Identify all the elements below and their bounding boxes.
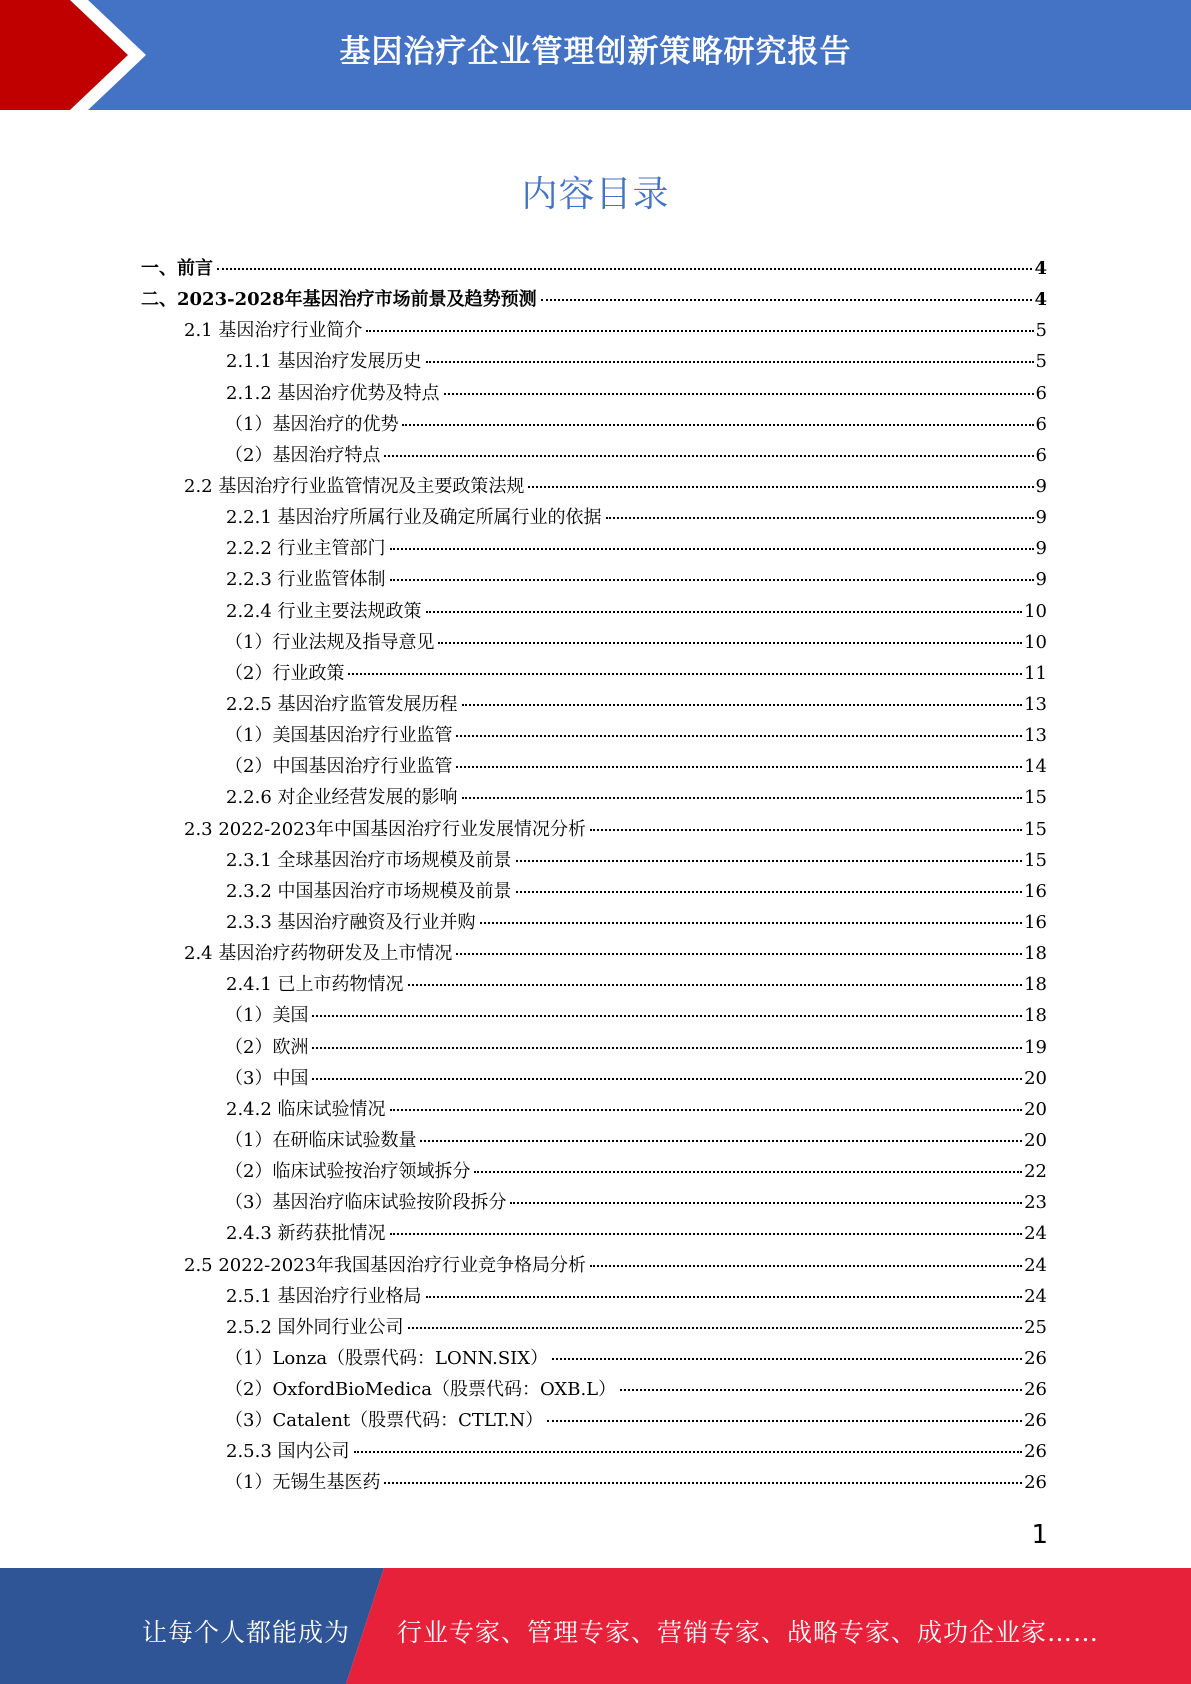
toc-entry-page: 19 — [1024, 1036, 1047, 1058]
toc-entry[interactable] — [141, 379, 1047, 410]
toc-entry-title: （3）基因治疗临床试验按阶段拆分 — [225, 1192, 507, 1214]
toc-dot-leader — [456, 766, 1022, 768]
toc-entry-title: 2.1.2 基因治疗优势及特点 — [226, 382, 440, 404]
toc-entry-title: （3）Catalent（股票代码：CTLT.N） — [225, 1410, 544, 1432]
toc-dot-leader — [312, 1015, 1022, 1017]
toc-entry-page: 6 — [1035, 382, 1047, 404]
toc-entry-page: 25 — [1024, 1316, 1047, 1338]
toc-dot-leader — [480, 922, 1023, 924]
toc-dot-leader — [590, 1265, 1022, 1267]
toc-dot-leader — [462, 704, 1023, 706]
toc-entry-title: （1）Lonza（股票代码：LONN.SIX） — [225, 1347, 549, 1369]
toc-entry-title: 2.2.5 基因治疗监管发展历程 — [226, 693, 458, 715]
toc-entry[interactable] — [141, 1251, 1047, 1282]
toc-entry-page: 6 — [1035, 444, 1047, 466]
toc-entry-title: 2.3 2022-2023年中国基因治疗行业发展情况分析 — [184, 818, 587, 840]
toc-entry-title: 2.4.3 新药获批情况 — [226, 1223, 386, 1245]
toc-dot-leader — [510, 1202, 1022, 1204]
toc-dot-leader — [420, 1140, 1022, 1142]
toc-entry-page: 10 — [1024, 631, 1047, 653]
footer-slogan-right: 行业专家、管理专家、营销专家、战略专家、成功企业家…… — [397, 1618, 1100, 1647]
toc-entry-page: 22 — [1024, 1161, 1047, 1183]
toc-dot-leader — [348, 673, 1022, 675]
toc-dot-leader — [516, 860, 1023, 862]
toc-entry[interactable] — [141, 908, 1047, 939]
toc-entry-title: （1）美国基因治疗行业监管 — [225, 725, 453, 747]
toc-entry-title: 二、2023-2028年基因治疗市场前景及趋势预测 — [141, 289, 537, 311]
toc-entry-page: 4 — [1034, 258, 1047, 279]
toc-entry-page: 20 — [1024, 1129, 1047, 1151]
toc-entry-page: 9 — [1035, 569, 1047, 591]
toc-entry-page: 9 — [1035, 538, 1047, 560]
toc-entry[interactable] — [141, 815, 1047, 846]
toc-entry-page: 4 — [1034, 289, 1047, 311]
toc-entry[interactable] — [141, 970, 1047, 1001]
toc-entry[interactable] — [141, 628, 1047, 659]
toc-entry-page: 10 — [1024, 600, 1047, 622]
toc-dot-leader — [552, 1358, 1022, 1360]
toc-dot-leader — [390, 548, 1034, 550]
toc-entry-page: 26 — [1024, 1347, 1047, 1369]
toc-dot-leader — [312, 1078, 1022, 1080]
toc-entry[interactable] — [141, 690, 1047, 721]
toc-entry-page: 15 — [1024, 787, 1047, 809]
toc-entry-page: 13 — [1024, 725, 1047, 747]
toc-entry-title: 2.4.2 临床试验情况 — [226, 1098, 386, 1120]
toc-dot-leader — [620, 1389, 1022, 1391]
toc-entry-page: 6 — [1035, 413, 1047, 435]
toc-entry-title: 一、前言 — [141, 258, 213, 279]
toc-dot-leader — [384, 455, 1033, 457]
toc-dot-leader — [402, 424, 1033, 426]
toc-entry-page: 15 — [1024, 849, 1047, 871]
toc-entry[interactable] — [141, 1219, 1047, 1250]
toc-entry[interactable] — [141, 441, 1047, 472]
toc-entry[interactable] — [141, 783, 1047, 814]
toc-entry-page: 23 — [1024, 1192, 1047, 1214]
toc-entry-page: 9 — [1035, 475, 1047, 497]
toc-entry[interactable] — [141, 1001, 1047, 1032]
toc-entry[interactable] — [141, 1437, 1047, 1468]
toc-entry-page: 18 — [1024, 1005, 1047, 1027]
toc-entry-page: 26 — [1024, 1379, 1047, 1401]
report-footer — [0, 1568, 1191, 1684]
toc-entry[interactable] — [141, 1468, 1047, 1499]
toc-entry-page: 26 — [1024, 1410, 1047, 1432]
toc-dot-leader — [384, 1482, 1022, 1484]
toc-entry-title: 2.4 基因治疗药物研发及上市情况 — [184, 943, 453, 965]
toc-entry-title: （2）欧洲 — [225, 1036, 309, 1058]
toc-dot-leader — [444, 393, 1034, 395]
toc-entry-title: （1）基因治疗的优势 — [225, 413, 399, 435]
toc-dot-leader — [390, 1109, 1023, 1111]
toc-entry[interactable] — [141, 1064, 1047, 1095]
toc-entry-page: 16 — [1024, 880, 1047, 902]
toc-entry[interactable] — [141, 347, 1047, 378]
toc-entry-title: 2.2.1 基因治疗所属行业及确定所属行业的依据 — [226, 507, 602, 529]
toc-entry-title: （1）无锡生基医药 — [225, 1472, 381, 1494]
toc-dot-leader — [426, 611, 1023, 613]
toc-entry-title: （1）美国 — [225, 1005, 309, 1027]
toc-entry-title: 2.1.1 基因治疗发展历史 — [226, 351, 422, 373]
toc-entry[interactable] — [141, 939, 1047, 970]
toc-dot-leader — [438, 642, 1022, 644]
toc-entry-page: 9 — [1035, 507, 1047, 529]
toc-entry-page: 13 — [1024, 693, 1047, 715]
toc-entry-page: 24 — [1024, 1285, 1047, 1307]
toc-dot-leader — [462, 797, 1023, 799]
toc-entry[interactable] — [141, 410, 1047, 441]
toc-entry-page: 18 — [1024, 943, 1047, 965]
toc-entry[interactable] — [141, 597, 1047, 628]
toc-dot-leader — [528, 486, 1033, 488]
toc-dot-leader — [366, 330, 1033, 332]
toc-entry[interactable] — [141, 1157, 1047, 1188]
footer-slogan-left: 让每个人都能成为 — [142, 1618, 351, 1647]
toc-entry-title: （2）临床试验按治疗领域拆分 — [225, 1161, 471, 1183]
toc-dot-leader — [606, 517, 1034, 519]
toc-dot-leader — [390, 1233, 1023, 1235]
toc-entry-title: 2.2 基因治疗行业监管情况及主要政策法规 — [184, 475, 525, 497]
toc-dot-leader — [547, 1420, 1022, 1422]
toc-entry-title: 2.3.1 全球基因治疗市场规模及前景 — [226, 849, 512, 871]
toc-entry[interactable] — [141, 1095, 1047, 1126]
toc-entry-page: 14 — [1024, 756, 1047, 778]
toc-entry-page: 24 — [1024, 1223, 1047, 1245]
toc-entry-page: 20 — [1024, 1098, 1047, 1120]
toc-entry[interactable] — [141, 1313, 1047, 1344]
toc-dot-leader — [516, 891, 1023, 893]
toc-dot-leader — [408, 984, 1023, 986]
toc-entry[interactable] — [141, 1406, 1047, 1437]
toc-entry[interactable] — [141, 752, 1047, 783]
toc-entry-page: 24 — [1024, 1254, 1047, 1276]
toc-entry[interactable] — [141, 316, 1047, 347]
toc-heading: 内容目录 — [521, 174, 670, 215]
toc-entry-title: （2）基因治疗特点 — [225, 444, 381, 466]
toc-entry-title: 2.2.6 对企业经营发展的影响 — [226, 787, 458, 809]
toc-dot-leader — [474, 1171, 1022, 1173]
toc-dot-leader — [217, 268, 1032, 270]
toc-entry-title: （2）OxfordBioMedica（股票代码：OXB.L） — [225, 1379, 617, 1401]
toc-dot-leader — [312, 1047, 1022, 1049]
toc-entry-title: 2.1 基因治疗行业简介 — [184, 320, 363, 342]
toc-entry-title: （3）中国 — [225, 1067, 309, 1089]
toc-entry-title: 2.2.3 行业监管体制 — [226, 569, 386, 591]
toc-dot-leader — [590, 829, 1022, 831]
toc-entry-title: （2）行业政策 — [225, 662, 345, 684]
toc-entry-title: （1）行业法规及指导意见 — [225, 631, 435, 653]
toc-entry[interactable] — [141, 1033, 1047, 1064]
toc-dot-leader — [426, 1296, 1023, 1298]
report-header — [0, 0, 1191, 110]
toc-entry-title: 2.2.2 行业主管部门 — [226, 538, 386, 560]
toc-entry[interactable] — [141, 472, 1047, 503]
page-number: 1 — [1031, 1520, 1048, 1550]
toc-dot-leader — [456, 953, 1022, 955]
toc-entry[interactable] — [141, 565, 1047, 596]
toc-entry-page: 5 — [1035, 320, 1047, 342]
toc-entry[interactable] — [141, 721, 1047, 752]
toc-entry[interactable] — [141, 1375, 1047, 1406]
toc-entry[interactable] — [141, 846, 1047, 877]
toc-dot-leader — [390, 579, 1034, 581]
toc-dot-leader — [456, 735, 1022, 737]
toc-entry[interactable] — [141, 1188, 1047, 1219]
toc-entry-title: 2.5.3 国内公司 — [226, 1441, 350, 1463]
toc-entry-title: （2）中国基因治疗行业监管 — [225, 756, 453, 778]
toc-entry-title: 2.5.2 国外同行业公司 — [226, 1316, 404, 1338]
toc-dot-leader — [408, 1327, 1023, 1329]
toc-entry-page: 16 — [1024, 911, 1047, 933]
toc-entry-page: 26 — [1024, 1441, 1047, 1463]
toc-entry-page: 18 — [1024, 974, 1047, 996]
table-of-contents — [141, 254, 1047, 1500]
toc-entry[interactable] — [141, 877, 1047, 908]
toc-entry-page: 15 — [1024, 818, 1047, 840]
toc-entry-title: 2.3.3 基因治疗融资及行业并购 — [226, 911, 476, 933]
toc-entry-page: 26 — [1024, 1472, 1047, 1494]
toc-entry[interactable] — [141, 1126, 1047, 1157]
toc-entry-title: 2.3.2 中国基因治疗市场规模及前景 — [226, 880, 512, 902]
toc-entry-page: 5 — [1035, 351, 1047, 373]
toc-entry[interactable] — [141, 534, 1047, 565]
toc-entry[interactable] — [141, 1282, 1047, 1313]
toc-dot-leader — [426, 361, 1034, 363]
toc-entry-page: 20 — [1024, 1067, 1047, 1089]
toc-entry[interactable] — [141, 659, 1047, 690]
report-title: 基因治疗企业管理创新策略研究报告 — [339, 34, 852, 70]
toc-entry-title: 2.2.4 行业主要法规政策 — [226, 600, 422, 622]
toc-entry[interactable] — [141, 1344, 1047, 1375]
toc-entry[interactable] — [141, 254, 1047, 285]
toc-entry[interactable] — [141, 503, 1047, 534]
toc-entry-title: （1）在研临床试验数量 — [225, 1129, 417, 1151]
toc-entry-page: 11 — [1024, 662, 1047, 684]
toc-entry-title: 2.4.1 已上市药物情况 — [226, 974, 404, 996]
toc-dot-leader — [541, 299, 1033, 301]
toc-dot-leader — [354, 1451, 1023, 1453]
toc-entry[interactable] — [141, 285, 1047, 316]
toc-entry-title: 2.5.1 基因治疗行业格局 — [226, 1285, 422, 1307]
toc-entry-title: 2.5 2022-2023年我国基因治疗行业竞争格局分析 — [184, 1254, 587, 1276]
